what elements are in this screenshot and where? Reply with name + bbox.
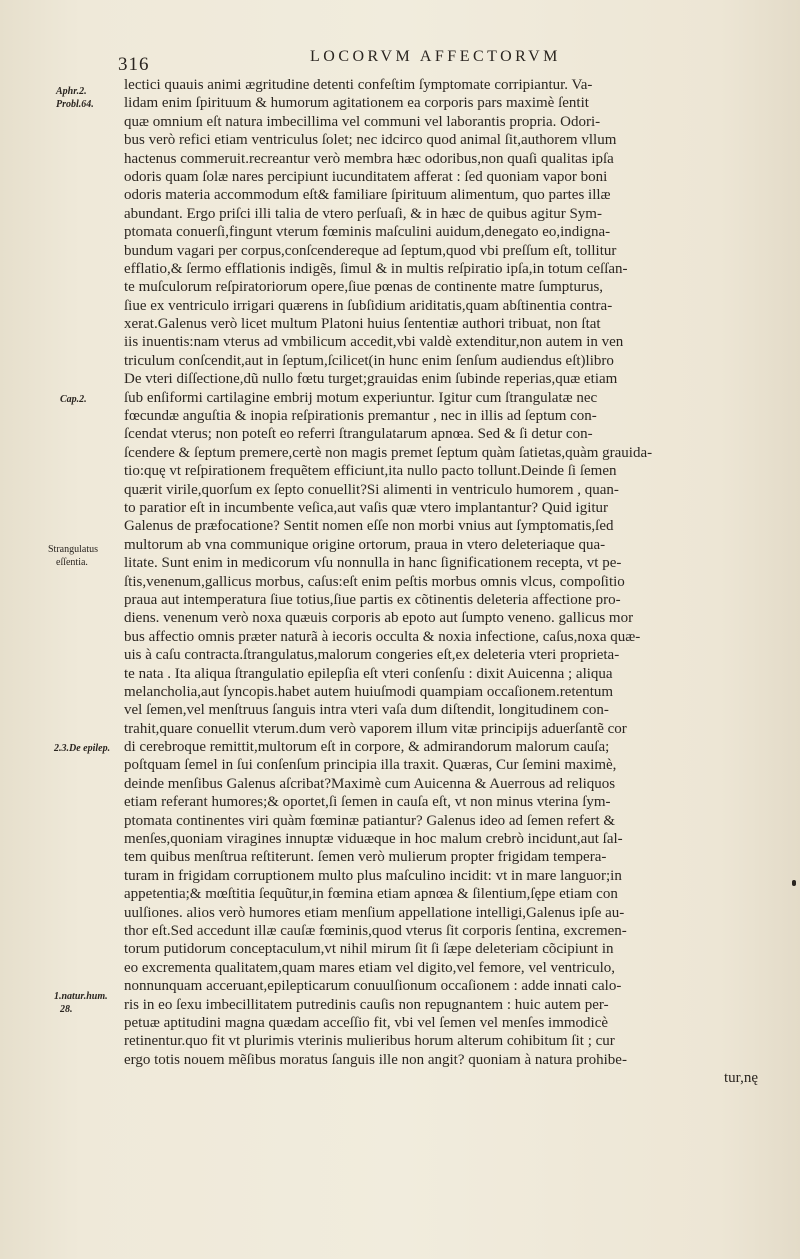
text-line: bus affectio omnis præter naturã à iecoris occulta & noxia infectione, caſus,noxa quæ- xyxy=(124,628,641,645)
text-line: uis à caſu contracta.ſtrangulatus,malorum congeries eſt,ex deleteria vteri proprieta- xyxy=(124,647,620,664)
margin-note-aphorism: Aphr.2. xyxy=(56,86,87,97)
text-line: quæ omnium eſt natura imbecillima vel communi vel laborantis propria. Odori- xyxy=(124,113,601,130)
text-line: ſub enſiformi cartilagine embrij motum experiuntur. Igitur cum ſtrangulatæ nec xyxy=(124,389,598,406)
text-line: ptomata conuerſi,fingunt vterum fœminis maſculini auidum,denegato eo,indigna- xyxy=(124,224,611,241)
text-line: melancholia,aut ſyncopis.habet autem huiuſmodi quampiam occaſionem.retentum xyxy=(124,683,614,700)
text-line: bus verò refici etiam ventriculus ſolet; nec idcirco quod animal ſit,authorem vllum xyxy=(124,132,617,149)
text-line: triculum conſcendit,aut in ſeptum,ſcilicet(in hunc enim ſenſum audiendus eſt)libro xyxy=(124,352,614,369)
text-line: appetentia;& mœſtitia ſequũtur,in fœmina etiam apnœa & ſilentium,ſępe etiam con xyxy=(124,886,618,903)
ink-mark xyxy=(792,880,796,886)
body-text xyxy=(124,76,788,1087)
text-line: etiam referant humores;& oportet,ſi ſemen in cauſa eſt, vt non minus vterina ſym- xyxy=(124,794,611,811)
text-line: deinde menſibus Galenus aſcribat?Maximè cum Auicenna & Auerrous ad reliquos xyxy=(124,775,616,792)
text-line: praua aut intemperatura ſiue totius,ſiue partis ex cõtinentis deleteria affectione pro- xyxy=(124,591,621,608)
text-line: ſtis,venenum,gallicus morbus, caſus:eſt enim peſtis morbus omnis vlcus, compoſitio xyxy=(124,573,625,590)
text-line: multorum ab vna communique origine ortorum, praua in vtero deleteriaque qua- xyxy=(124,536,606,553)
text-line: ptomata continentes viri quàm fœminæ patiantur? Galenus ideo ad ſemen refert & xyxy=(124,812,616,829)
margin-note-chapter: Cap.2. xyxy=(60,394,87,405)
text-line: lectici quauis animi ægritudine detenti confeſtim ſymptomate corripiantur. Va- xyxy=(124,77,593,93)
text-line: bundum vagari per corpus,conſcendereque ad ſeptum,quod vbi preſſum eſt, tollitur xyxy=(124,242,617,259)
text-line: ergo totis nouem mẽſibus moratus ſanguis ille non angit? quoniam à natura prohibe- xyxy=(124,1051,627,1068)
text-line: De vteri diſſectione,dũ nullo fœtu turget;grauidas enim ſubinde reperias,quæ etiam xyxy=(124,371,618,388)
text-line: di cerebroque remittit,multorum eſt in corpore, & admirandorum malorum cauſa; xyxy=(124,739,610,756)
text-line: ſcendere & ſeptum premere,certè non magis premet ſeptum quàm ſatietas,quàm grauida- xyxy=(124,444,653,461)
text-line: ris in eo ſexu imbecillitatem putredinis cauſis non repugnantem : huic autem per- xyxy=(124,996,609,1013)
text-line: poſtquam ſemel in ſui conſenſum principia illa traxit. Quæras, Cur ſemini maximè, xyxy=(124,757,617,774)
text-line: iis inuentis:nam vterus ad vmbilicum accedit,vbi valdè extenditur,non autem in ven xyxy=(124,334,624,351)
text-line: odoris materia accommodum eſt& familiare ſpirituum alimentum, quo partes illæ xyxy=(124,187,611,204)
text-line: te muſculorum reſpiratoriorum opere,ſiue pœnas de continente matre ſumpturus, xyxy=(124,279,604,296)
text-line: Galenus de præfocatione? Sentit nomen eſſe non morbi vnius aut ſymptomatis,ſed xyxy=(124,518,614,535)
text-line: menſes,quoniam viragines innuptæ viduæque in hoc malum crebrò incidunt,aut ſal- xyxy=(124,831,623,848)
text-line: lidam enim ſpirituum & humorum agitationem ea corporis pars maximè ſentit xyxy=(124,95,589,112)
text-line: ſcendat vterus; non poteſt eo referri ſtrangulatarum apnœa. Sed & ſi detur con- xyxy=(124,426,593,443)
text-line: torum putidorum conceptaculum,vt nihil mirum ſit ſi ſæpe deleteriam cõcipiunt in xyxy=(124,941,614,958)
margin-note-essentia: eſſentia. xyxy=(56,557,88,568)
text-line: to paratior eſt in incumbente veſica,aut vaſis quæ vtero implantantur? Quid igitur xyxy=(124,499,609,516)
margin-note-problem: Probl.64. xyxy=(56,99,94,110)
text-line: hactenus commeruit.recreantur verò membra hæc odoribus,non quaſi qualitas ipſa xyxy=(124,150,614,167)
text-line: xerat.Galenus verò licet multum Platoni huius ſententiæ authori tribuat, non ſtat xyxy=(124,316,601,333)
text-line: thor eſt.Sed accedunt illæ cauſæ fœminis,quod vterus ſit corporis ſentina, excremen- xyxy=(124,922,627,939)
page-number: 316 xyxy=(118,54,150,75)
text-line: efflatio,& ſermo efflationis indigẽs, ſimul & in multis reſpiratio ipſa,in totum ceſſan- xyxy=(124,260,628,277)
text-line: tem quibus menſtrua reſtiterunt. ſemen verò mulierum propter frigidam tempera- xyxy=(124,849,607,866)
text-line: trahit,quare conuellit vterum.dum verò vaporem illum vitæ principijs aduerſantẽ cor xyxy=(124,720,627,737)
text-line: retinentur.quo fit vt plurimis vterinis mulieribus horum alterum cohibitum ſit ; cur xyxy=(124,1033,615,1050)
text-line: eo excrementa qualitatem,quam mares etiam vel digito,vel femore, vel ventriculo, xyxy=(124,959,616,976)
margin-note-28: 28. xyxy=(60,1004,73,1015)
text-line: odoris quam ſolæ nares percipiunt iucunditatem afferat : ſed quoniam vapor boni xyxy=(124,168,608,185)
text-line: te nata . Ita aliqua ſtrangulatio epilepſia eſt vteri conſenſu : dixit Auicenna ; aliqua xyxy=(124,665,613,682)
margin-note-de-epilepsia: 2.3.De epilep. xyxy=(54,743,111,754)
text-line: uulſiones. alios verò humores etiam menſium appellatione intelligi,Galenus ipſe au- xyxy=(124,904,625,921)
text-line: litate. Sunt enim in medicorum vſu nonnulla in hanc ſignificationem recepta, vt pe- xyxy=(124,555,622,572)
text-line: abundant. Ergo priſci illi talia de vtero perſuaſi, & in hæc de quibus agitur Sym- xyxy=(124,205,602,222)
margin-note-natura-humana: 1.natur.hum. xyxy=(54,991,108,1002)
text-line: vel ſemen,vel menſtruus ſanguis intra vteri vaſa dum diſtendit, longitudinem con- xyxy=(124,702,609,719)
text-line: nonnunquam acceruant,epilepticarum conuulſionum occaſionem : adde innati calo- xyxy=(124,978,622,995)
text-line: petuæ aptitudini magna quædam acceſſio fit, vbi vel ſemen vel menſes immodicè xyxy=(124,1014,609,1031)
margin-note-strangulatus: Strangulatus xyxy=(48,544,98,555)
running-head: LOCORVM AFFECTORVM xyxy=(310,48,561,65)
text-line: tio:quę vt reſpirationem frequẽtem efficiunt,ita nullo pacto tollunt.Deinde ſi ſemen xyxy=(124,463,617,480)
text-line: fœcundæ anguſtia & inopia reſpirationis premantur , nec in illis ad ſeptum con- xyxy=(124,408,597,425)
text-line: ſiue ex ventriculo irrigari quærens in ſubſidium ariditatis,quam abſtinentia contra- xyxy=(124,297,613,314)
margin-notes xyxy=(0,0,124,1259)
text-line: diens. venenum verò noxa quæuis corporis ab epoto aut ſumpto veneno. gallicus mor xyxy=(124,610,634,627)
catchword: tur,nę xyxy=(724,1070,758,1087)
text-line: turam in frigidam corruptionem multo plus maſculino incidit: vt in mare languor;in xyxy=(124,867,622,884)
text-line: quærit virile,quorſum ex ſepto conuellit?Si alimenti in ventriculo humorem , quan- xyxy=(124,481,619,498)
